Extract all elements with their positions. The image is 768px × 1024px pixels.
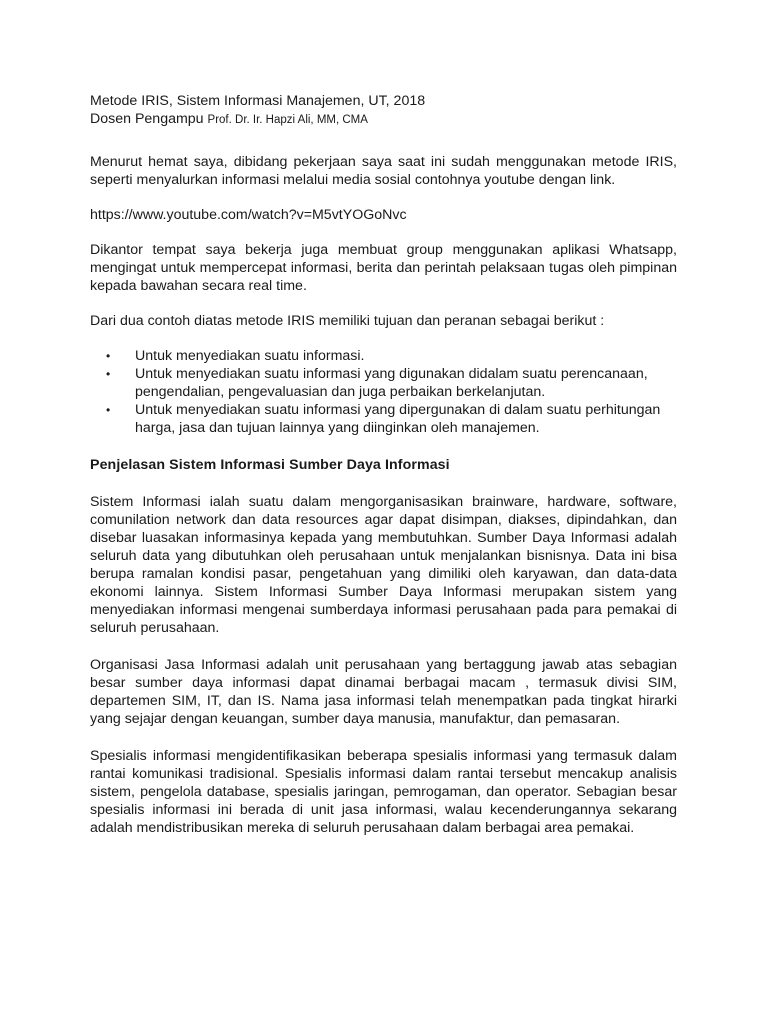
list-item <box>90 365 677 401</box>
bullet-icon: • <box>106 349 111 363</box>
section-paragraph-3: Spesialis informasi mengidentifikasikan beberapa spesialis informasi yang termasuk dalam rantai komunikasi tradisional. Spesialis informasi dalam rantai tersebut mencakup analisis sistem, pengelola database, spesialis jaringan, pemrogaman, dan operator. Sebagian besar spesialis informasi ini berada di unit jasa informasi, walau kecenderungannya sekarang adalah mendistribusikan mereka di seluruh perusahaan dalam berbagai area pemakai. <box>90 748 677 836</box>
whatsapp-paragraph: Dikantor tempat saya bekerja juga membuat group menggunakan aplikasi Whatsapp, mengingat untuk mempercepat informasi, berita dan perintah pelaksaan tugas oleh pimpinan kepada bawahan secara real time. <box>90 242 677 294</box>
bullet-icon: • <box>106 403 111 417</box>
list-item-text: Untuk menyediakan suatu informasi. <box>135 348 365 364</box>
course-title: Metode IRIS, Sistem Informasi Manajemen, UT, 2018 <box>90 93 426 109</box>
lecturer-name: Prof. Dr. Ir. Hapzi Ali, MM, CMA <box>207 114 368 126</box>
youtube-link[interactable]: https://www.youtube.com/watch?v=M5vtYOGoNvc <box>90 207 407 223</box>
list-item <box>90 347 677 365</box>
document-header-line-1 <box>90 92 677 110</box>
list-item-text: Untuk menyediakan suatu informasi yang dipergunakan di dalam suatu perhitungan harga, jasa dan tujuan lainnya yang diinginkan oleh manajemen. <box>135 402 661 436</box>
lecturer-label: Dosen Pengampu <box>90 111 204 127</box>
intro-paragraph: Menurut hemat saya, dibidang pekerjaan saya saat ini sudah menggunakan metode IRIS, seperti menyalurkan informasi melalui media sosial contohnya youtube dengan link. <box>90 154 677 188</box>
section-paragraph-1: Sistem Informasi ialah suatu dalam mengorganisasikan brainware, hardware, software, comunilation network dan data resources agar dapat disimpan, diakses, dipindahkan, dan disebar luasakan informasinya kepada yang membutuhkan. Sumber Daya Informasi adalah seluruh data yang dibutuhkan oleh perusahaan untuk menjalankan bisnisnya. Data ini bisa berupa ramalan kondisi pasar, pengetahuan yang dimiliki oleh karyawan, dan data-data ekonomi lainnya. Sistem Informasi Sumber Daya Informasi merupakan sistem yang menyediakan informasi mengenai sumberdaya informasi perusahaan pada para pemakai di seluruh perusahaan. <box>90 494 677 636</box>
list-item-text: Untuk menyediakan suatu informasi yang digunakan didalam suatu perencanaan, pengendalian, pengevaluasian dan juga perbaikan berkelanjutan. <box>135 366 648 400</box>
document-header-line-2 <box>90 110 677 129</box>
goals-list <box>90 347 677 437</box>
document-page <box>90 92 677 837</box>
section-heading: Penjelasan Sistem Informasi Sumber Daya Informasi <box>90 457 450 473</box>
section-paragraph-2: Organisasi Jasa Informasi adalah unit perusahaan yang bertaggung jawab atas sebagian besar sumber daya informasi dapat dinamai berbagai macam , termasuk divisi SIM, departemen SIM, IT, dan IS. Nama jasa informasi telah menempatkan pada tingkat hirarki yang sejajar dengan keuangan, sumber daya manusia, manufaktur, dan pemasaran. <box>90 657 677 727</box>
bullet-icon: • <box>106 367 111 381</box>
list-item <box>90 401 677 437</box>
goals-intro-paragraph: Dari dua contoh diatas metode IRIS memiliki tujuan dan peranan sebagai berikut : <box>90 313 605 329</box>
